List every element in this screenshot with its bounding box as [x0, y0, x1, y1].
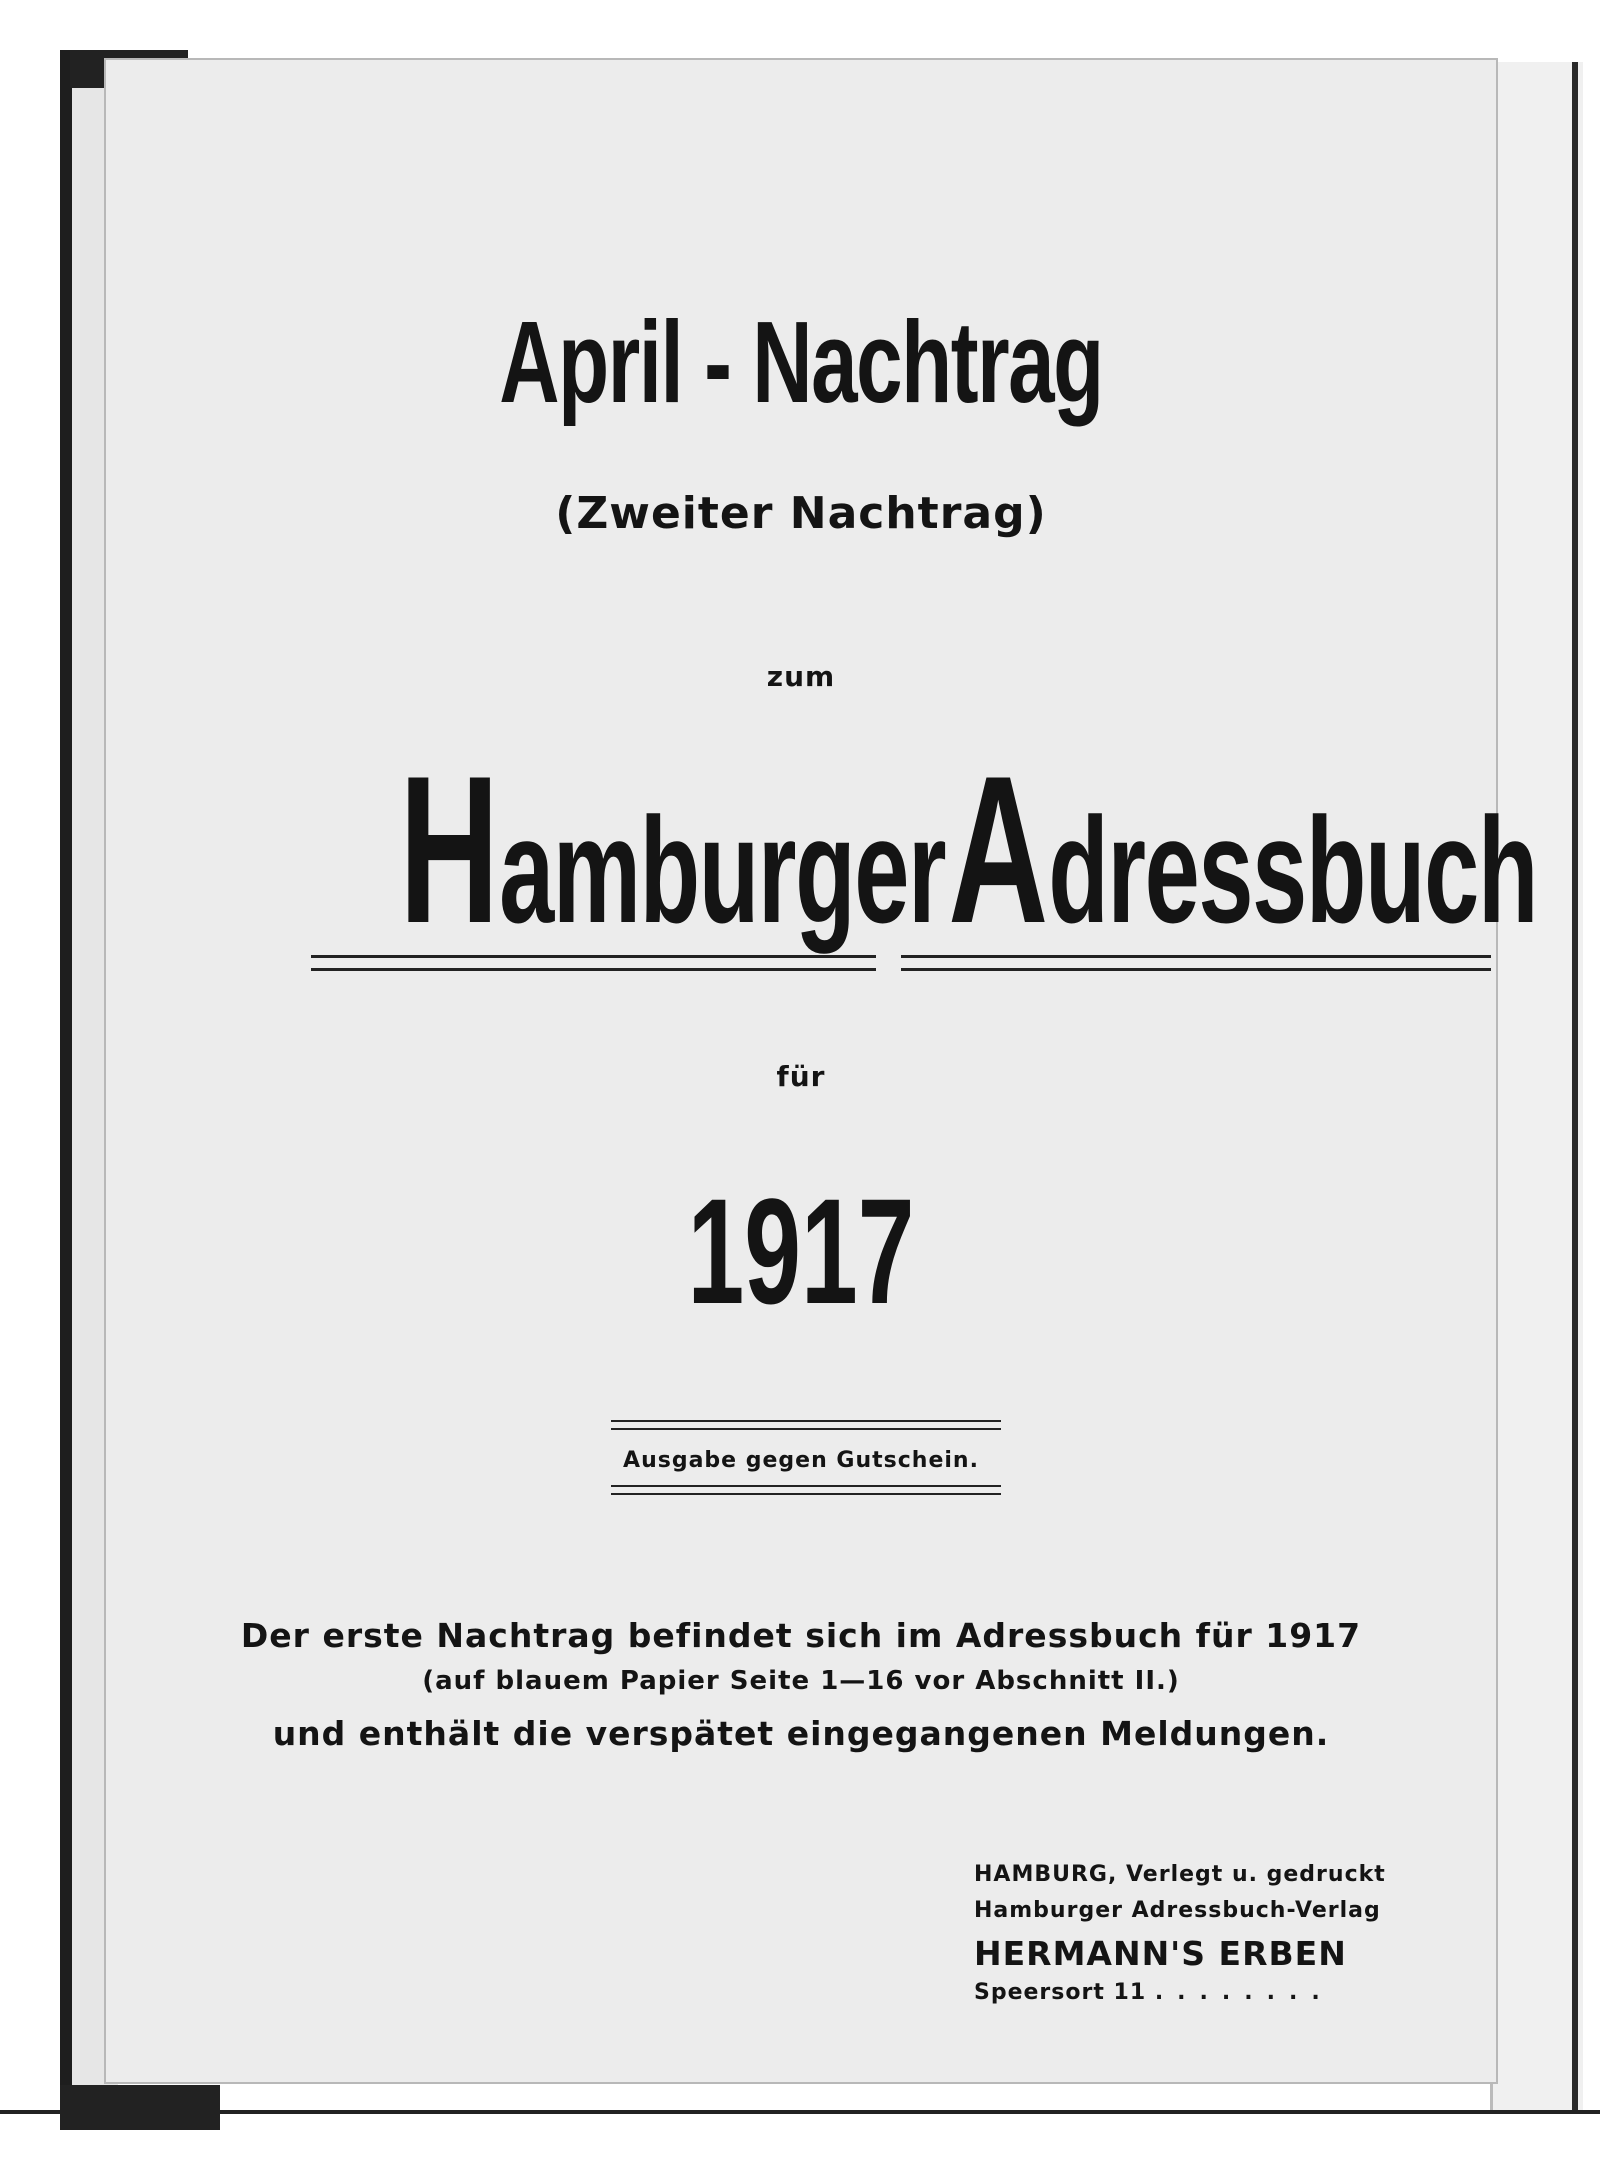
title-page [104, 58, 1538, 2084]
edition-rule-top [611, 1420, 1001, 1430]
imprint-address [974, 1980, 1404, 2005]
imprint-line-2: Hamburger Adressbuch-Verlag [974, 1898, 1381, 1923]
imprint-publisher: HERMANN'S ERBEN [974, 1934, 1347, 1973]
connector-fuer: für [776, 1060, 826, 1093]
note-line-3: und enthält die verspätet eingegangenen Meldungen. [272, 1714, 1330, 1753]
page-subtitle: (Zweiter Nachtrag) [555, 488, 1047, 539]
edition-rule-bottom [611, 1485, 1001, 1495]
year-heading: 1917 [687, 1167, 915, 1335]
note-line-1: Der erste Nachtrag befindet sich im Adressbuch für 1917 [240, 1616, 1362, 1655]
main-title-initial-a: A [948, 732, 1049, 967]
title-underline-right [901, 955, 1491, 971]
edition-note: Ausgabe gegen Gutschein. [623, 1448, 979, 1473]
main-title-word-2: dressbuch [1048, 786, 1538, 954]
connector-zum: zum [766, 660, 836, 693]
note-line-2: (auf blauem Papier Seite 1—16 vor Abschnitt II.) [422, 1666, 1180, 1696]
imprint-address-text: Speersort 11 [974, 1980, 1147, 2005]
imprint-address-dots: ........ [1154, 1980, 1334, 2005]
adjacent-page-border [1572, 62, 1578, 2112]
scan-bottom-border [0, 2110, 1600, 2114]
imprint-line-1: HAMBURG, Verlegt u. gedruckt [974, 1862, 1386, 1887]
spine-bottom-edge [60, 2085, 220, 2130]
page-title: April - Nachtrag [499, 297, 1103, 427]
title-underline-left [311, 955, 876, 971]
main-title-word-1: amburger [499, 786, 946, 954]
main-title-initial-h: H [399, 732, 500, 967]
adjacent-page-edge [1490, 62, 1583, 2112]
main-title [106, 732, 1538, 970]
